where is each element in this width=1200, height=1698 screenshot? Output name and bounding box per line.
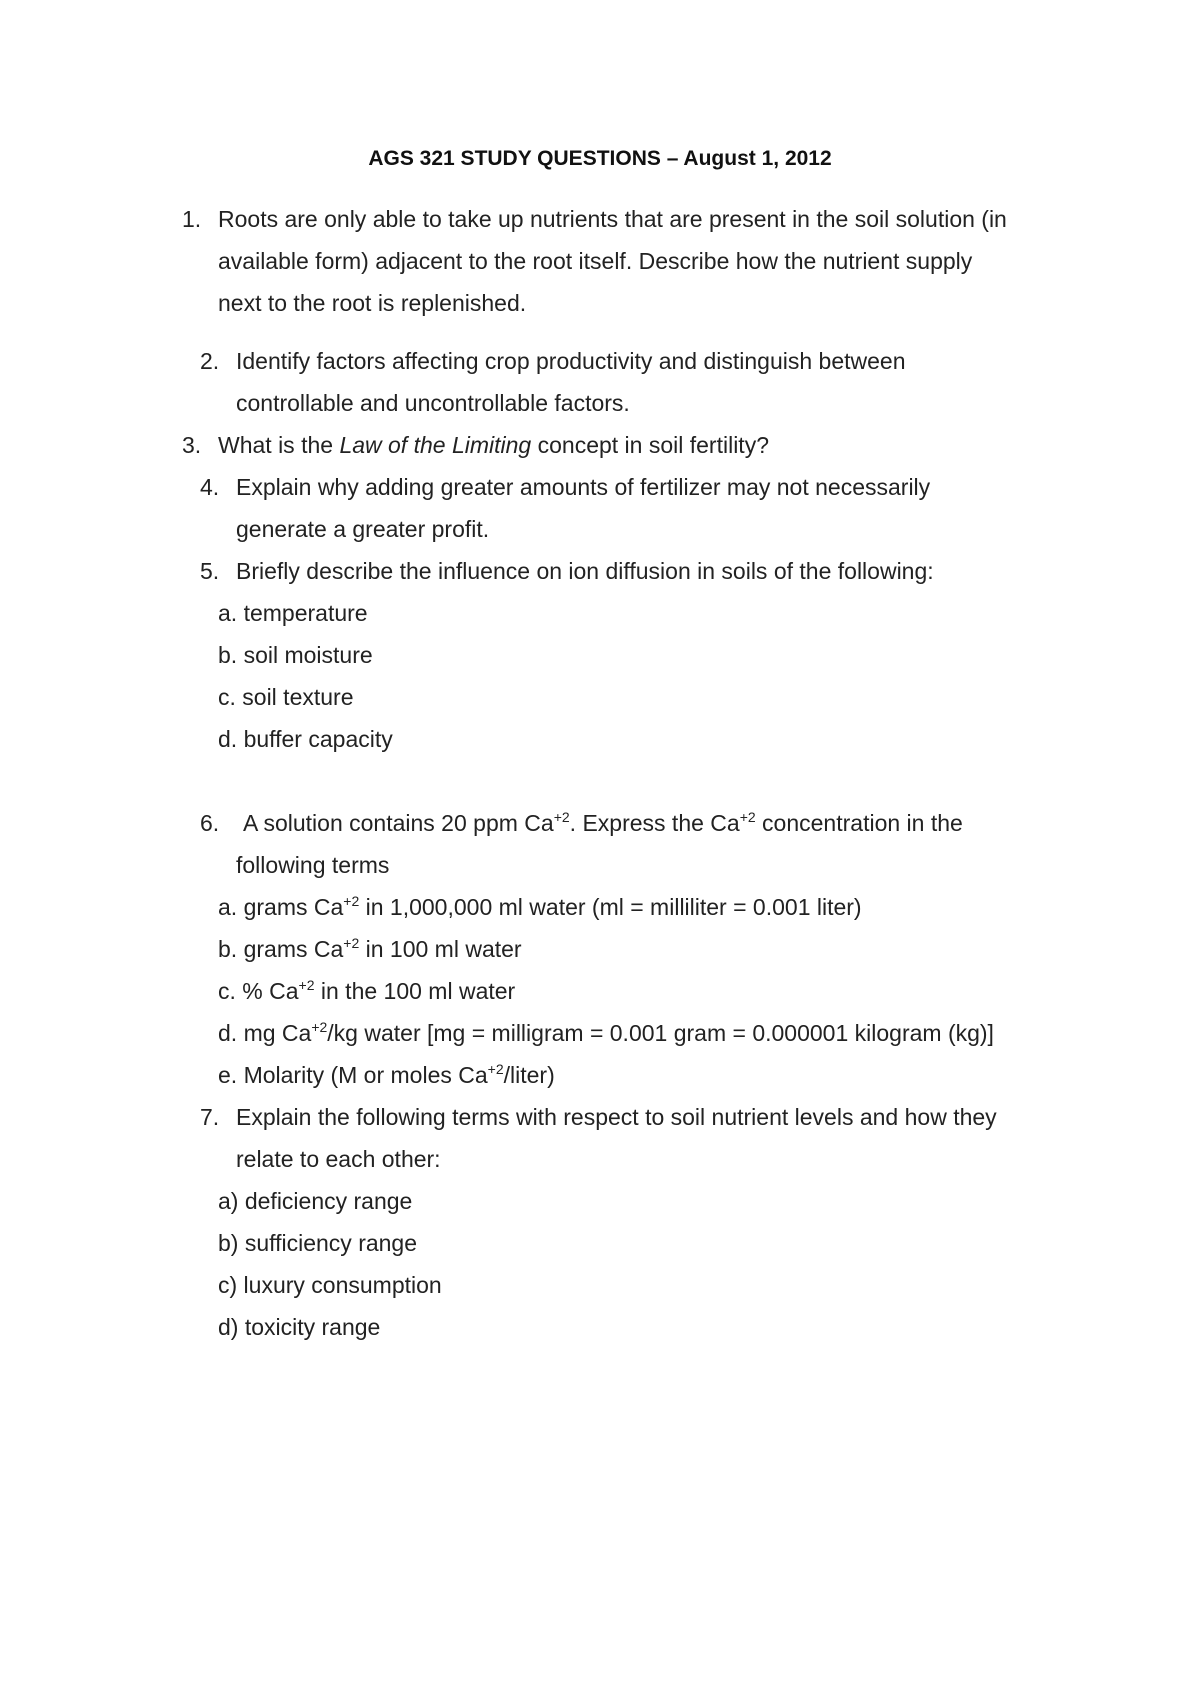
italic-term: Law of the Limiting <box>339 432 532 458</box>
question-number: 1. <box>182 206 202 232</box>
text-segment: c. % Ca <box>218 978 299 1004</box>
text-segment: d. mg Ca <box>218 1020 312 1046</box>
question-text-line: controllable and uncontrollable factors. <box>236 390 630 416</box>
question-text-line <box>243 808 963 841</box>
question-text-line: Roots are only able to take up nutrients that are present in the soil solution (in <box>218 206 1007 232</box>
superscript: +2 <box>343 935 360 951</box>
text-segment: What is the <box>218 432 340 458</box>
sub-item: c. soil texture <box>218 684 354 710</box>
text-segment: /kg water [mg = milligram = 0.001 gram = 0.000001 kilogram (kg)] <box>327 1020 994 1046</box>
question-text-line: Explain the following terms with respect to soil nutrient levels and how they <box>236 1104 997 1130</box>
text-segment: in 100 ml water <box>359 936 522 962</box>
superscript: +2 <box>298 977 315 993</box>
sub-item: b. soil moisture <box>218 642 373 668</box>
question-number: 4. <box>200 474 220 500</box>
text-segment: concept in soil fertility? <box>531 432 769 458</box>
question-text-line <box>218 430 769 460</box>
question-number: 3. <box>182 432 202 458</box>
question-text-line: generate a greater profit. <box>236 516 490 542</box>
sub-item: c) luxury consumption <box>218 1272 442 1298</box>
sub-item: d) toxicity range <box>218 1314 381 1340</box>
sub-item <box>218 934 522 967</box>
superscript: +2 <box>343 893 360 909</box>
sub-item <box>218 1018 994 1051</box>
question-text-line: next to the root is replenished. <box>218 290 527 316</box>
sub-item <box>218 976 515 1009</box>
superscript: +2 <box>553 809 570 825</box>
question-text-line: relate to each other: <box>236 1146 441 1172</box>
question-text-line: available form) adjacent to the root itself. Describe how the nutrient supply <box>218 248 973 274</box>
question-text-line: Identify factors affecting crop productivity and distinguish between <box>236 348 906 374</box>
sub-item: d. buffer capacity <box>218 726 393 752</box>
text-segment: a. grams Ca <box>218 894 344 920</box>
question-number: 6. <box>200 810 220 836</box>
sub-item: a) deficiency range <box>218 1188 413 1214</box>
sub-item <box>218 892 862 925</box>
question-text-line: Briefly describe the influence on ion diffusion in soils of the following: <box>236 558 934 584</box>
text-segment: /liter) <box>503 1062 555 1088</box>
page-title: AGS 321 STUDY QUESTIONS – August 1, 2012 <box>368 147 832 170</box>
superscript: +2 <box>311 1019 328 1035</box>
text-segment: . Express the Ca <box>569 810 740 836</box>
question-text-line: Explain why adding greater amounts of fertilizer may not necessarily <box>236 474 931 500</box>
question-number: 7. <box>200 1104 220 1130</box>
question-number: 2. <box>200 348 220 374</box>
text-segment: b. grams Ca <box>218 936 344 962</box>
text-segment: A solution contains 20 ppm Ca <box>243 810 554 836</box>
text-segment: e. Molarity (M or moles Ca <box>218 1062 488 1088</box>
sub-item <box>218 1060 555 1093</box>
sub-item: a. temperature <box>218 600 368 626</box>
text-segment: in the 100 ml water <box>314 978 516 1004</box>
text-segment: concentration in the <box>755 810 963 836</box>
question-text-line: following terms <box>236 852 390 878</box>
superscript: +2 <box>487 1061 504 1077</box>
text-segment: in 1,000,000 ml water (ml = milliliter = 0.001 liter) <box>359 894 862 920</box>
sub-item: b) sufficiency range <box>218 1230 418 1256</box>
superscript: +2 <box>739 809 756 825</box>
question-number: 5. <box>200 558 220 584</box>
